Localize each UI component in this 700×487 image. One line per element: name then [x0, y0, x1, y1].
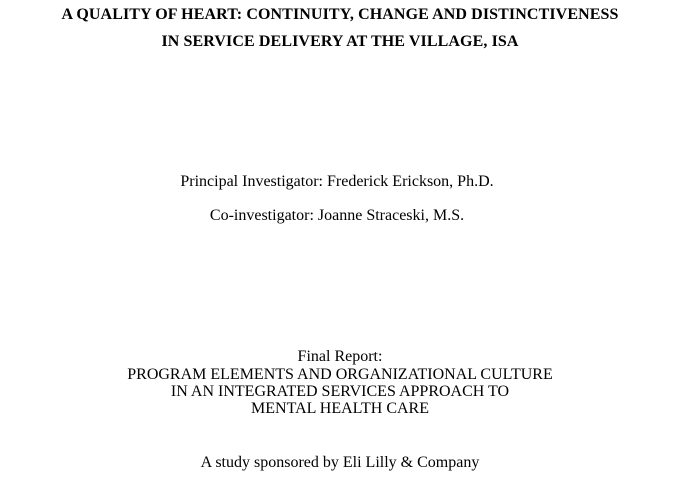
principal-investigator: Principal Investigator: Frederick Erickson, Ph.D.	[180, 173, 494, 190]
sponsor-line: A study sponsored by Eli Lilly & Company	[200, 454, 480, 471]
title-line-1: A QUALITY OF HEART: CONTINUITY, CHANGE AND DISTINCTIVENESS	[61, 6, 619, 23]
report-title-line-1: PROGRAM ELEMENTS AND ORGANIZATIONAL CULTURE	[127, 366, 553, 383]
report-title-line-3: MENTAL HEALTH CARE	[251, 400, 429, 417]
co-investigator: Co-investigator: Joanne Straceski, M.S.	[209, 207, 465, 224]
title-line-2: IN SERVICE DELIVERY AT THE VILLAGE, ISA	[161, 33, 519, 50]
report-heading: Final Report:	[297, 348, 383, 365]
report-title-line-2: IN AN INTEGRATED SERVICES APPROACH TO	[170, 383, 510, 400]
